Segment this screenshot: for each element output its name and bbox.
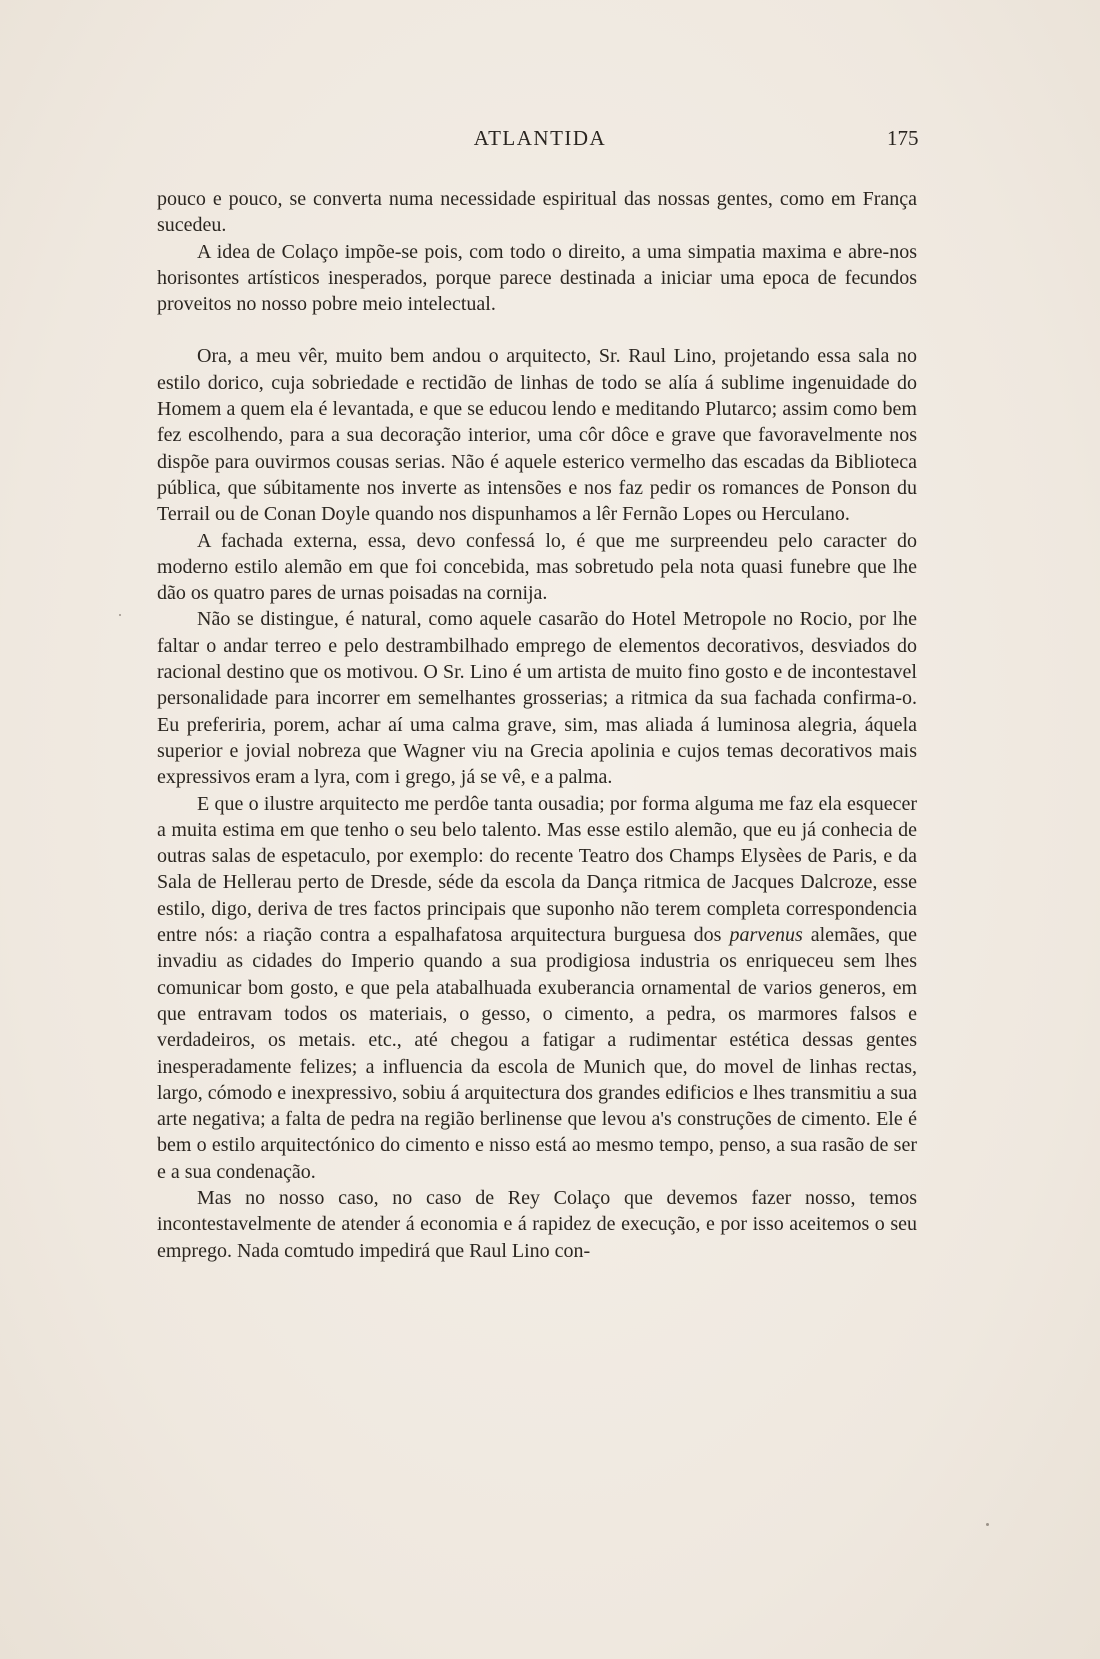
paper-speck <box>119 614 121 616</box>
paragraph: Ora, a meu vêr, muito bem andou o arquitecto, Sr. Raul Lino, projetando essa sala no estilo dorico, cuja sobriedade e rectidão de linhas de todo se alía á sublime ingenuidade do Homem a quem ela é levantada, e que se educou lendo e meditando Plutarco; assim como bem fez escolhendo, para a sua decoração interior, uma côr dôce e grave que favoravelmente nos dispõe para ouvirmos cousas serias. Não é aquele esterico vermelho das escadas da Biblioteca pública, que súbitamente nos inverte as intensões e nos faz pedir os romances de Ponson du Terrail ou de Conan Doyle quando nos dispunhamos a lêr Fernão Lopes ou Herculano. <box>157 345 917 526</box>
page-header <box>0 126 1100 156</box>
running-title: ATLANTIDA <box>473 126 607 150</box>
paragraph-text: alemães, que invadiu as cidades do Imperio quando a sua prodigiosa industria os enriqueceu sem lhes comunicar bom gosto, e que pela atabalhuada exuberancia ornamental de varios generos, em que entravam todos os materiais, o gesso, o cimento, a pedra, os marmores falsos e verdadeiros, os metais. etc., até chegou a fatigar a rudimentar estética dessas gentes inesperadamente felizes; a influencia da escola de Munich que, do movel de linhas rectas, largo, cómodo e inexpressivo, sobiu á arquitectura dos grandes edificios e lhes transmitiu a sua arte negativa; a falta de pedra na região berlinense que levou a's construções de cimento. Ele é bem o estilo arquitectónico do cimento e nisso está ao mesmo tempo, penso, a sua rasão de ser e a sua condenação. <box>157 924 918 1183</box>
paragraph: A fachada externa, essa, devo confessá lo, é que me surpreendeu pelo caracter do moderno estilo alemão em que foi concebida, mas sobretudo pela nota quasi funebre que lhe dão os quatro pares de urnas poisadas na cornija. <box>157 529 917 605</box>
paper-speck <box>986 1523 989 1526</box>
paragraph: A idea de Colaço impõe-se pois, com todo o direito, a uma simpatia maxima e abre-nos horisontes artísticos inesperados, porque parece destinada a iniciar uma epoca de fecundos proveitos no nosso pobre meio intelectual. <box>157 240 917 316</box>
body-text <box>157 186 917 1264</box>
page-number: 175 <box>887 126 919 150</box>
paragraph <box>157 791 917 1185</box>
section-gap <box>157 317 917 343</box>
paragraph: Mas no nosso caso, no caso de Rey Colaço que devemos fazer nosso, temos incontestavelmente de atender á economia e á rapidez de execução, e por isso aceitemos o seu emprego. Nada comtudo impedirá que Raul Lino con- <box>157 1186 917 1262</box>
paragraph-continuation: pouco e pouco, se converta numa necessidade espiritual das nossas gentes, como em França sucedeu. <box>157 188 917 237</box>
paragraph-text: E que o ilustre arquitecto me perdôe tanta ousadia; por forma alguma me faz ela esquecer a muita estima em que tenho o seu belo talento. Mas esse estilo alemão, que eu já conhecia de outras salas de espetaculo, por exemplo: do recente Teatro dos Champs Elysèes de Paris, e da Sala de Hellerau perto de Dresde, séde da escola da Dança ritmica de Jacques Dalcroze, esse estilo, digo, deriva de tres factos principais que suponho não terem completa correspondencia entre nós: a riação contra a espalhafatosa arquitectura burguesa dos <box>157 792 917 947</box>
paragraph: Não se distingue, é natural, como aquele casarão do Hotel Metropole no Rocio, por lhe faltar o andar terreo e pelo destrambilhado emprego de elementos decorativos, desviados do racional destino que os motivou. O Sr. Lino é um artista de muito fino gosto e de incontestavel personalidade para incorrer em semelhantes grosserias; a ritmica da sua fachada confirma-o. Eu preferiria, porem, achar aí uma calma grave, sim, mas aliada á luminosa alegria, áquela superior e jovial nobreza que Wagner viu na Grecia apolinia e cujos temas decorativos mais expressivos eram a lyra, com i grego, já se vê, e a palma. <box>157 608 917 789</box>
italic-term: parvenus <box>729 924 803 947</box>
